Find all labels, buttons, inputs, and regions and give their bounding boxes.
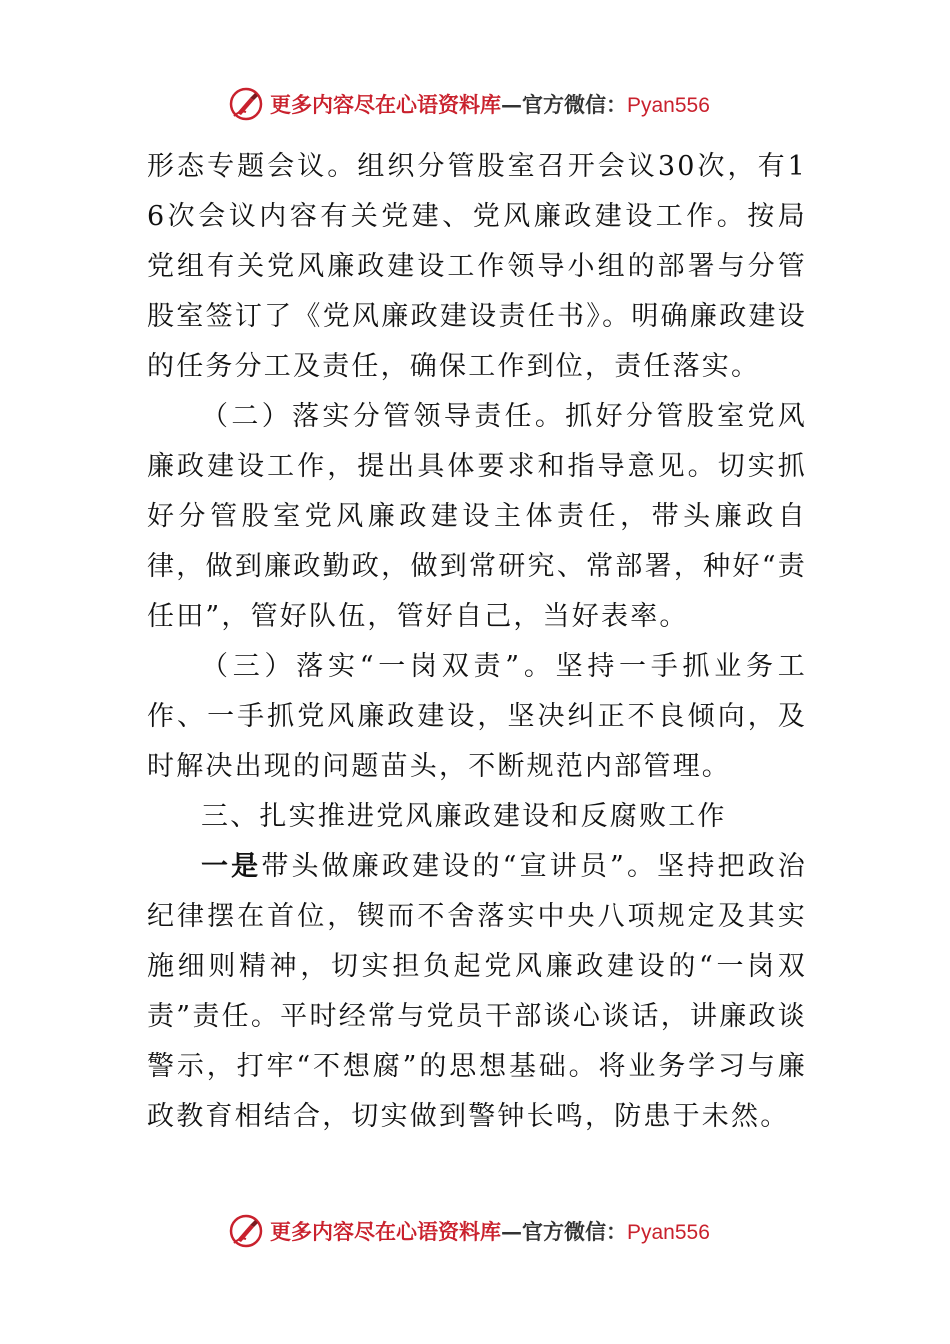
- footer-banner: [0, 1211, 950, 1251]
- banner-text: [270, 89, 710, 119]
- paragraph-4-lead: 一是: [201, 851, 262, 882]
- pen-logo-icon: [228, 1213, 264, 1249]
- paragraph-4: [147, 842, 807, 1142]
- banner-separator: —官方微信：: [501, 1219, 627, 1244]
- paragraph-2: （二）落实分管领导责任。抓好分管股室党风廉政建设工作，提出具体要求和指导意见。切实抓好分管股室党风廉政建设主体责任，带头廉政自律，做到廉政勤政，做到常研究、常部署，种好“责任田”，管好队伍，管好自己，当好表率。: [147, 401, 807, 632]
- header-banner: [0, 84, 950, 124]
- paragraph-4-text: 带头做廉政建设的“宣讲员”。坚持把政治纪律摆在首位，锲而不舍落实中央八项规定及其实施细则精神，切实担负起党风廉政建设的“一岗双责”责任。平时经常与党员干部谈心谈话，讲廉政谈警示，打牢“不想腐”的思想基础。将业务学习与廉政教育相结合，切实做到警钟长鸣，防患于未然。: [147, 851, 808, 1132]
- paragraph-1: 形态专题会议。组织分管股室召开会议30次，有16次会议内容有关党建、党风廉政建设工作。按局党组有关党风廉政建设工作领导小组的部署与分管股室签订了《党风廉政建设责任书》。明确廉政建设的任务分工及责任，确保工作到位，责任落实。: [147, 151, 807, 382]
- banner-wechat-id: Pyan556: [627, 1221, 710, 1244]
- section-heading: 三、扎实推进党风廉政建设和反腐败工作: [201, 801, 727, 832]
- paragraph-3: （三）落实“一岗双责”。坚持一手抓业务工作、一手抓党风廉政建设，坚决纠正不良倾向，及时解决出现的问题苗头，不断规范内部管理。: [147, 651, 807, 782]
- pen-logo-icon: [228, 86, 264, 122]
- banner-separator: —官方微信：: [501, 92, 627, 117]
- banner-site-name: 更多内容尽在心语资料库: [270, 1219, 501, 1244]
- banner-text: [270, 1216, 710, 1246]
- banner-wechat-id: Pyan556: [627, 94, 710, 117]
- banner-site-name: 更多内容尽在心语资料库: [270, 92, 501, 117]
- document-body: [147, 142, 807, 1142]
